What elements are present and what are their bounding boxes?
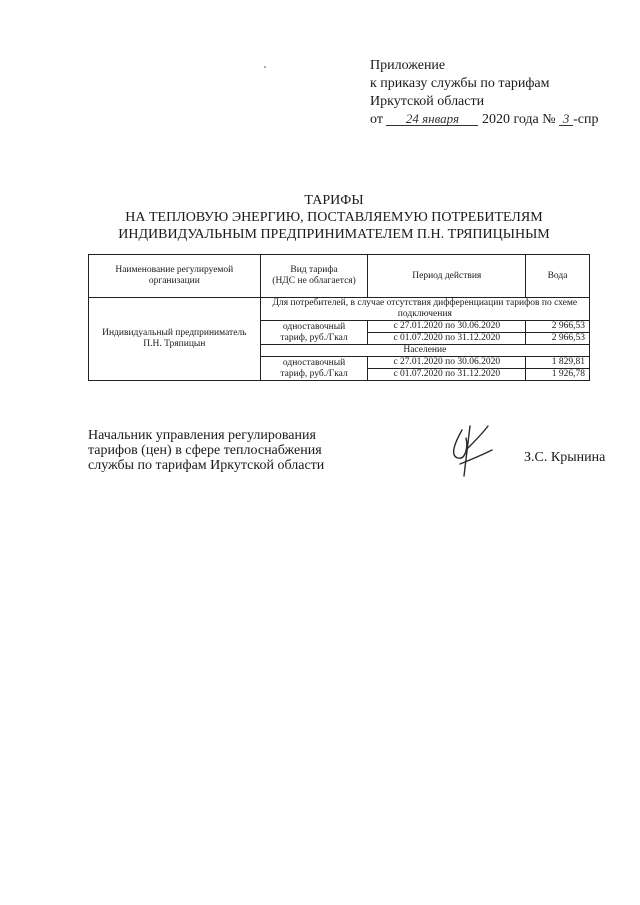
title-line-2: НА ТЕПЛОВУЮ ЭНЕРГИЮ, ПОСТАВЛЯЕМУЮ ПОТРЕБИТЕЛЯМ	[125, 210, 543, 225]
signatory-position	[88, 428, 324, 473]
period-cell: с 27.01.2020 по 30.06.2020	[368, 321, 526, 333]
period-cell: с 01.07.2020 по 31.12.2020	[368, 333, 526, 345]
signatory-line-3: службы по тарифам Иркутской области	[88, 458, 325, 473]
period-cell: с 27.01.2020 по 30.06.2020	[368, 357, 526, 369]
appendix-order-line	[370, 111, 599, 129]
scan-speck	[264, 66, 266, 68]
number-suffix: -спр	[573, 112, 599, 127]
header-tariff-type-line2: (НДС не облагается)	[272, 276, 356, 286]
date-suffix: 2020 года №	[481, 112, 556, 127]
handwritten-number: 3	[559, 112, 573, 126]
header-tariff-type-line1: Вид тарифа	[290, 265, 338, 275]
title-line-3: ИНДИВИДУАЛЬНЫМ ПРЕДПРИНИМАТЕЛЕМ П.Н. ТРЯПИЦЫНЫМ	[118, 227, 550, 242]
group2-label: Население	[260, 345, 589, 357]
group1-tariff-line1: одноставочный	[282, 321, 346, 332]
header-water: Вода	[526, 255, 590, 298]
header-org: Наименование регулируемой организации	[89, 255, 261, 298]
appendix-line-1: Приложение	[370, 58, 446, 73]
document-title	[60, 192, 608, 243]
group1-tariff-line2: тариф, руб./Гкал	[280, 332, 348, 343]
org-name-line2: П.Н. Тряпицын	[143, 339, 206, 349]
appendix-line-2: к приказу службы по тарифам	[370, 76, 550, 91]
signatory-line-2: тарифов (цен) в сфере теплоснабжения	[88, 443, 322, 458]
tariff-table	[88, 254, 590, 381]
group2-tariff-line1: одноставочный	[282, 357, 346, 368]
table-header-row	[89, 255, 590, 298]
appendix-line-3: Иркутской области	[370, 94, 485, 109]
signatory-name: З.С. Крынина	[524, 450, 606, 465]
group2-tariff-line2: тариф, руб./Гкал	[280, 368, 348, 379]
signatory-line-1: Начальник управления регулирования	[88, 428, 316, 443]
title-line-1: ТАРИФЫ	[304, 193, 364, 208]
group1-label: Для потребителей, в случае отсутствия дифференциации тарифов по схеме подключения	[260, 298, 589, 321]
value-cell: 1 829,81	[526, 357, 590, 369]
header-period: Период действия	[368, 255, 526, 298]
org-name-line1: Индивидуальный предприниматель	[102, 328, 247, 338]
appendix-block	[370, 57, 599, 129]
period-cell: с 01.07.2020 по 31.12.2020	[368, 369, 526, 381]
date-prefix: от	[370, 112, 383, 127]
handwritten-signature	[440, 420, 500, 480]
value-cell: 1 926,78	[526, 369, 590, 381]
group1-tariff-type	[260, 321, 368, 345]
org-name-cell	[89, 298, 261, 381]
header-tariff-type	[260, 255, 368, 298]
value-cell: 2 966,53	[526, 333, 590, 345]
table-row	[89, 298, 590, 321]
handwritten-date: 24 января	[386, 112, 478, 126]
value-cell: 2 966,53	[526, 321, 590, 333]
group2-tariff-type	[260, 357, 368, 381]
